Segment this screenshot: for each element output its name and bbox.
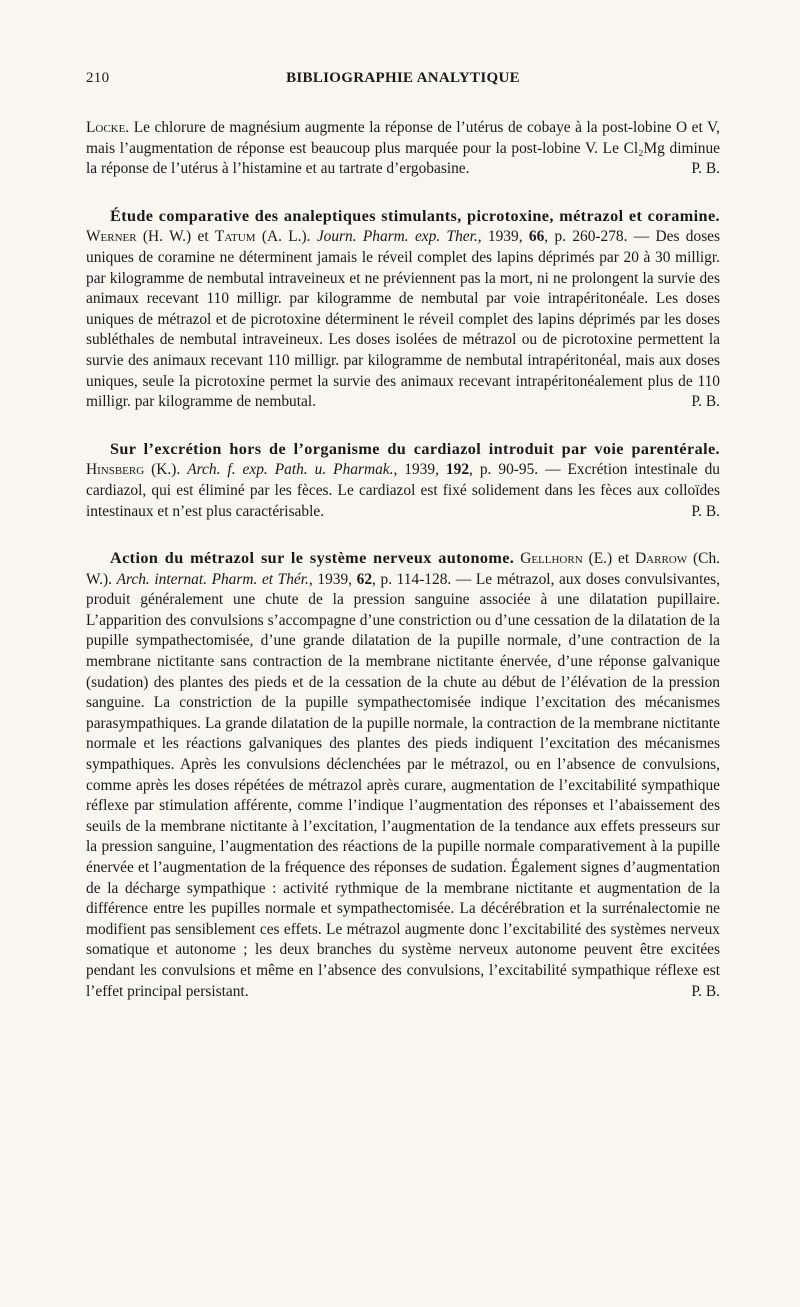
citation-year: , 1939, bbox=[308, 570, 357, 588]
page-number: 210 bbox=[86, 70, 110, 86]
running-head bbox=[86, 70, 720, 96]
citation-year: , 1939, bbox=[477, 228, 529, 246]
author-name: Darrow bbox=[635, 550, 688, 568]
abstract-entry-hinsberg bbox=[86, 439, 720, 522]
journal-title: BIBLIOGRAPHIE ANALYTIQUE bbox=[286, 70, 520, 86]
article-title: Étude comparative des analeptiques stimulants, picrotoxine, métrazol et coramine. bbox=[110, 206, 720, 225]
journal-name: Journ. Pharm. exp. Ther. bbox=[316, 228, 478, 246]
citation-year: , 1939, bbox=[393, 461, 446, 479]
citation-volume: 66 bbox=[528, 228, 545, 246]
abstract-body: Des doses uniques de coramine ne déterminent jamais le réveil complet des lapins déprimés par 20 à 30 milligr. par kilogramme de nembutal intraveineux et ne préviennent pas la mort, ni ne prolongent la survie des animaux recevant 110 milligr. par kilogramme de nembutal par voie intrapéritonéale. Les doses uniques de métrazol et de picrotoxine déterminent le réveil complet des lapins déprimés par les doses subléthales de nembutal intraveineux. Les doses isolées de métrazol ou de picrotoxine permettent la survie des animaux recevant 110 milligr. par kilogramme de nembutal intrapéritonéal, mais aux doses uniques, seule la picrotoxine permet la survie des animaux recevant intrapéritonéalement plus de 110 milligr. par kilogramme de nembutal. bbox=[86, 228, 720, 411]
article-title: Sur l’excrétion hors de l’organisme du cardiazol introduit par voie parentérale. bbox=[110, 439, 720, 458]
abstract-entry-gellhorn-darrow bbox=[86, 548, 720, 1002]
abstract-entry-locke bbox=[86, 118, 720, 180]
abstract-body: Le métrazol, aux doses convulsivantes, produit généralement une chute de la pression sanguine associée à une dilatation pupillaire. L’apparition des convulsions s’accompagne d’une constriction ou d’une cessation de la dilatation de la pupille sympathectomisée, d’une grande dilatation de la pupille normale, d’une contraction de la membrane nictitante sans contraction de la membrane nictitante énervée, d’une réponse galvanique (sudation) des plantes des pieds et de la cessation de la chute au début de l’élévation de la pression sanguine. La constriction de la pupille sympathectomisée indique l’excitation des mécanismes parasympathiques. La grande dilatation de la pupille normale, la contraction de la membrane nictitante normale et les réactions galvaniques des plantes des pieds indiquent l’excitation des mécanismes sympathiques. Après les convulsions déclenchées par le métrazol, ou en l’absence de convulsions, comme après les doses répétées de métrazol après curare, augmentation de l’excitabilité sympathique réflexe par stimulation afférente, comme l’indique l’augmentation des réponses et l’abaissement des seuils de la membrane nictitante à l’excitation, l’augmentation de la tendance aux effets presseurs sur la pression sanguine, l’augmentation des réactions de la pupille normale comparativement à la pupille énervée et l’augmentation de la fréquence des réponses de sudation. Également signes d’augmentation de la décharge sympathique : activité rythmique de la membrane nictitante et augmentation de la différence entre les pupilles normale et sympathectomisée. La décérébration et la surrénalectomie ne modifient pas sensiblement ces effets. Le métrazol augmente donc l’excitabilité des systèmes nerveux somatique et autonome ; les deux branches du système nerveux autonome peuvent être excitées pendant les convulsions et même en l’absence des convulsions, l’excitabilité sympathique réflexe est l’effet principal persistant. bbox=[86, 570, 721, 1000]
author-name: Locke bbox=[86, 119, 126, 136]
citation-pages: , p. 260-278. — bbox=[544, 228, 656, 246]
article-title: Action du métrazol sur le système nerveux autonome. bbox=[110, 549, 515, 568]
citation-pages: , p. 90-95. — bbox=[469, 461, 568, 479]
author-initials: (A. L.). bbox=[255, 228, 317, 246]
abstract-body: . Le chlorure de magnésium augmente la réponse de l’utérus de cobaye à la post-lobine O et V, mais l’augmentation de réponse est beaucoup plus marquée pour la post-lobine V. Le Cl₂Mg diminue la réponse de l’utérus à l’histamine et au tartrate d’ergobasine. bbox=[86, 119, 720, 178]
author-initials: (H. W.) et bbox=[136, 228, 215, 246]
abstract-entry-werner-tatum bbox=[86, 206, 720, 413]
signature: P. B. bbox=[691, 160, 720, 178]
citation-pages: , p. 114-128. — bbox=[372, 570, 476, 588]
author-name: Werner bbox=[86, 228, 137, 246]
author-name: Tatum bbox=[214, 228, 256, 246]
citation-volume: 62 bbox=[356, 570, 373, 588]
author-name: Hinsberg bbox=[86, 461, 145, 479]
signature: P. B. bbox=[691, 982, 720, 1000]
signature: P. B. bbox=[691, 393, 720, 411]
signature: P. B. bbox=[691, 502, 720, 520]
journal-name: Arch. internat. Pharm. et Thér. bbox=[116, 570, 309, 588]
author-initials: (Ch. W.). bbox=[86, 550, 720, 588]
abstract-body: Excrétion intestinale du cardiazol, qui est éliminé par les fèces. Le cardiazol est fixé solidement dans les fèces aux colloïdes intestinaux et n’est plus caractérisable. bbox=[86, 461, 720, 520]
author-name: Gellhorn bbox=[520, 550, 583, 568]
citation-volume: 192 bbox=[445, 461, 470, 479]
journal-name: Arch. f. exp. Path. u. Pharmak. bbox=[187, 461, 394, 479]
author-initials: (E.) et bbox=[582, 550, 636, 568]
author-initials: (K.). bbox=[144, 461, 188, 479]
